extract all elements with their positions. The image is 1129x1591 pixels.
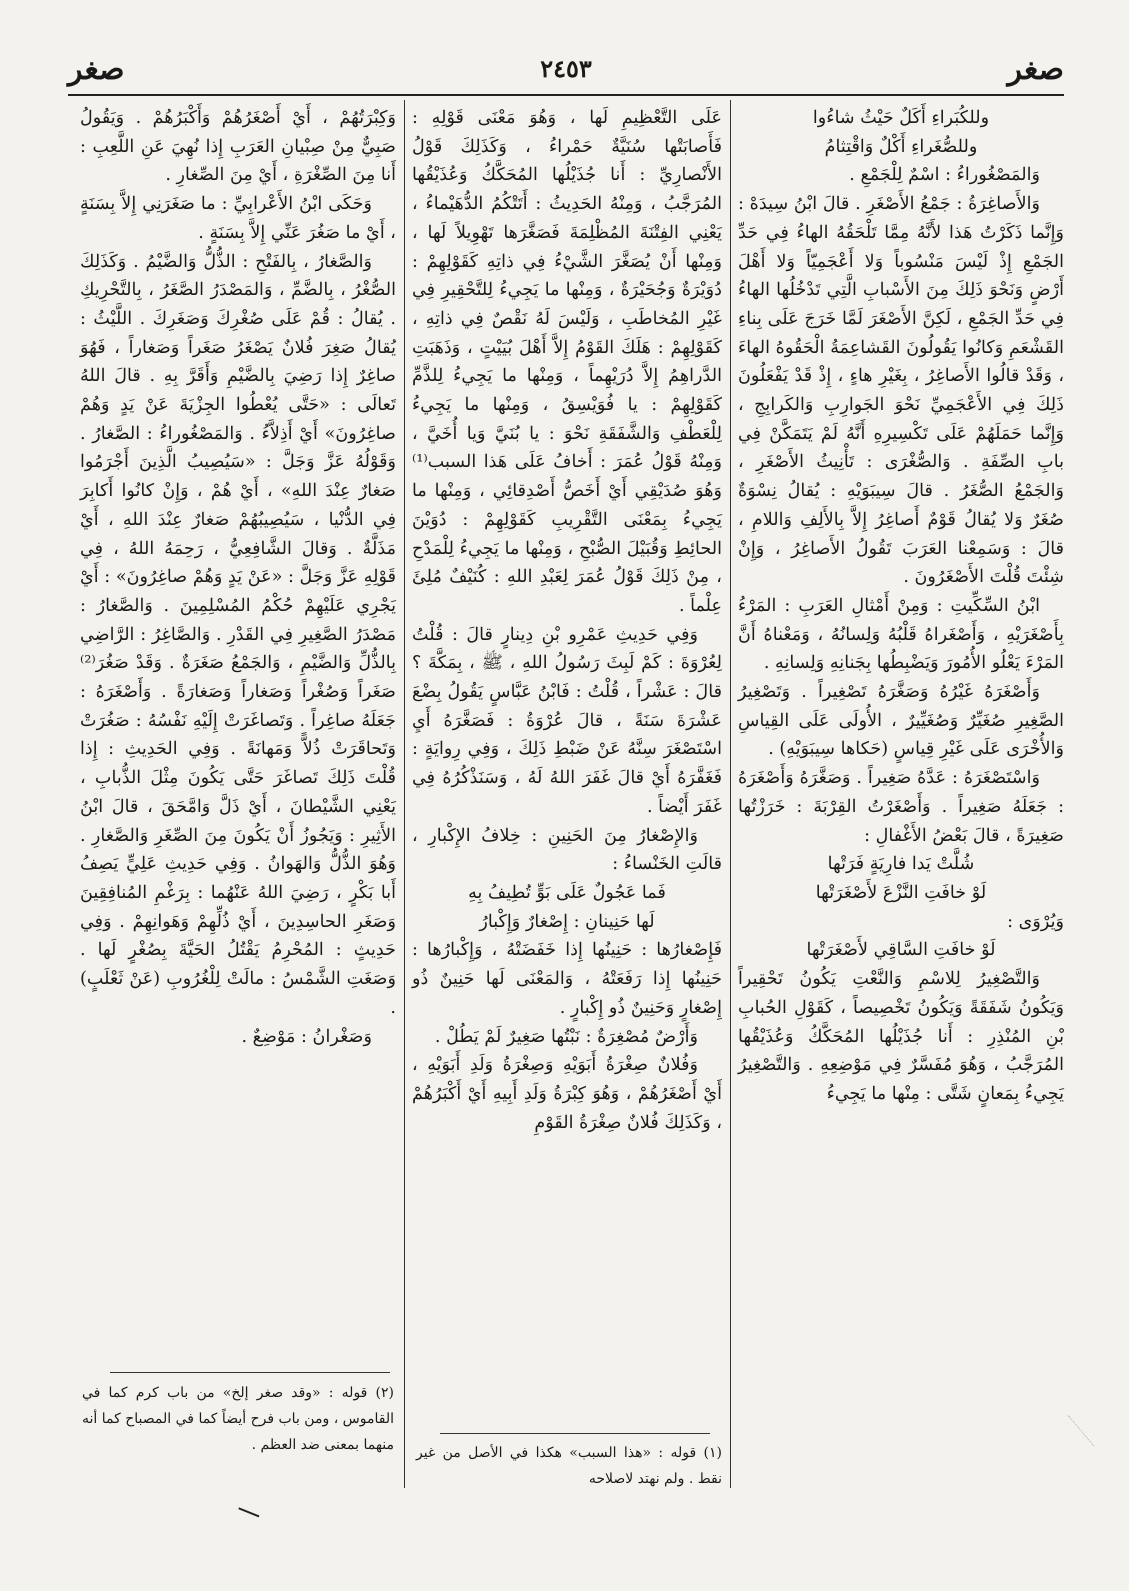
paragraph: وَالمَصْغُوراءُ : اسْمٌ لِلْجَمْعِ . bbox=[849, 165, 1040, 186]
paragraph: وَفُلانٌ صِغْرَةُ أَبَوَيْهِ وَصِغْرَةُ وَلَدِ أَبَوَيْهِ ، أَيْ أَصْغَرُهُمْ ، وَهُوَ كِبْرَةُ وَلَدِ أَبِيهِ أَيْ أَكْبَرُهُمْ ، وَكَذَلِكَ فُلانٌ صِغْرَةُ القَوْمِ bbox=[412, 1055, 722, 1133]
verse-line: وللكُبَراءِ أَكَلٌ حَيْثُ شاءُوا bbox=[812, 108, 990, 128]
header-rule bbox=[68, 94, 1064, 96]
verse-line: لَوْ خافَتِ النَّزْعَ لأَصْغَرَتْها bbox=[815, 882, 987, 903]
paragraph: وَكِبْرَتُهُمْ ، أَيْ أَصْغَرُهُمْ وَأَكْبَرُهُمْ . وَيَقُولُ صَبِيٌّ مِنْ صِبْيانِ العَرَبِ إِذا نُهِيَ عَنِ اللَّعِبِ : أَنا مِنَ الصِّغْرَةِ ، أَيْ مِنَ الصِّغارِ . bbox=[80, 108, 396, 186]
scan-stroke bbox=[235, 1507, 260, 1526]
running-headword-right: صغر bbox=[1007, 52, 1064, 87]
paragraph: وَفِي حَدِيثِ عَمْرِو بْنِ دِينارٍ قالَ : قُلْتُ لِعُرْوَةَ : كَمْ لَبِثَ رَسُولُ اللهِ ، ﷺ ، بِمَكَّةَ ؟ قالَ : عَشْراً ، قُلْتُ : فَابْنُ عَبَّاسٍ يَقُولُ بِضْعَ عَشْرَةَ سَنَةً ، قالَ عُرْوَةُ : فَصَغَّرَهُ أَيِ اسْتَصْغَرَ سِنَّهُ عَنْ ضَبْطِ ذَلِكَ ، وَفِي رِوايَةٍ : فَغَفَّرَهُ أَيْ قالَ غَفَرَ اللهُ لَهُ ، وَسَنَذْكُرُهُ فِي غَفَرَ أَيْضاً . bbox=[412, 624, 722, 817]
scan-artifact bbox=[1068, 1390, 1125, 1447]
column-left bbox=[80, 104, 396, 1051]
verse-line: وللصُّغَراءِ أَكْلٌ وَاقْتِثامُ bbox=[824, 136, 978, 157]
footnote-rule-left bbox=[110, 1372, 390, 1373]
column-divider-right bbox=[730, 100, 731, 1488]
footnote-rule-middle bbox=[440, 1433, 710, 1434]
paragraph: وَاسْتَصْغَرَهُ : عَدَّهُ صَغِيراً . وَصَغَّرَهُ وَأَصْغَرَهُ : جَعَلَهُ صَغِيراً . وَأَصْغَرْتُ القِرْبَةَ : خَرَزْتُها صَغِيرَةً ، قالَ بَعْضُ الأَغْفالِ : bbox=[738, 768, 1064, 846]
paragraph: وَالإِصْغارُ مِنَ الحَنِينِ : خِلافُ الإِكْبارِ ، قالَتِ الخَنْساءُ : bbox=[412, 825, 722, 875]
column-middle bbox=[412, 104, 722, 1137]
verse-line: لَها حَنِينانِ : إِصْغارٌ وَإِكْبارُ bbox=[479, 911, 655, 932]
page-number: ٢٤٥٣ bbox=[540, 54, 592, 83]
paragraph: وَأَصْغَرَهُ غَيْرُهُ وَصَغَّرَهُ تَصْغِيراً . وَتَصْغِيرُ الصَّغِيرِ صُغَيِّرٌ وَصُغَيِّيرٌ ، الأُولَى عَلَى القِياسِ وَالأُخْرَى عَلَى غَيْرِ قِياسٍ (حَكاها سِيبَوَيْهِ) . bbox=[738, 682, 1064, 760]
verse-line: شُلَّتْ يَدا فارِيَةٍ فَرَتْها bbox=[827, 854, 975, 875]
paragraph: فَإِصْغارُها : حَنِينُها إِذا خَفَضَتْهُ ، وَإِكْبارُها : حَنِينُها إِذا رَفَعَتْهُ ، وَالمَعْنَى لَها حَنِينٌ ذُو إِصْغارٍ وَحَنِينٌ ذُو إِكْبارٍ . bbox=[412, 940, 722, 1018]
verse-line: فَما عَجُولٌ عَلَى بَوٍّ تُطِيفُ بِهِ bbox=[468, 882, 666, 903]
column-divider-left bbox=[404, 100, 405, 1488]
paragraph: عَلَى التَّعْظِيمِ لَها ، وَهُوَ مَعْنَى قَوْلِهِ : فَأَصابَتْها سُنَيَّةٌ حَمْراءُ ، وَكَذَلِكَ قَوْلُ الأَنْصارِيِّ : أَنا جُذَيْلُها المُحَكَّكُ وَعُذَيْقُها المُرَجَّبُ ، وَمِنْهُ الحَدِيثُ : أَتَتْكُمُ الدُّهَيْماءُ ، يَعْنِي الفِتْنَةَ المُظْلِمَةَ فَصَغَّرَها تَهْوِيلاً لَها ، وَمِنْها أَنْ يُصَغَّرَ الشَّيْءُ فِي ذاتِهِ كَقَوْلِهِمْ : دُوَيْرَةٌ وَجُحَيْرَةٌ ، وَمِنْها ما يَجِيءُ لِلتَّحْقِيرِ فِي غَيْرِ المُخاطَبِ ، وَلَيْسَ لَهُ نَقْصٌ فِي ذاتِهِ ، كَقَوْلِهِمْ : هَلَكَ القَوْمُ إِلاَّ أَهْلَ بُيَيْتٍ ، وَذَهَبَتِ الدَّراهِمُ إِلاَّ دُرَيْهِماً ، وَمِنْها ما يَجِيءُ لِلذَّمِّ كَقَوْلِهِمْ : يا فُوَيْسِقُ ، وَمِنْها ما يَجِيءُ لِلْعَطْفِ وَالشَّفَقَةِ نَحْوَ : يا بُنَيَّ وَيا أُخَيَّ ، وَمِنْهُ قَوْلُ عُمَرَ : أَخافُ عَلَى هَذا السبب⁽¹⁾ وَهُوَ صُدَيْقِي أَيْ أَخَصُّ أَصْدِقائِي ، وَمِنْها ما يَجِيءُ بِمَعْنَى التَّقْرِيبِ كَقَوْلِهِمْ : دُوَيْنَ الحائِطِ وَقُبَيْلَ الصُّبْحِ ، وَمِنْها ما يَجِيءُ لِلْمَدْحِ ، مِنْ ذَلِكَ قَوْلُ عُمَرَ لِعَبْدِ اللهِ : كُنَيْفٌ مُلِئَ عِلْماً . bbox=[412, 108, 722, 616]
column-right bbox=[738, 104, 1064, 1109]
paragraph: وَيُرْوَى : bbox=[1007, 911, 1064, 932]
paragraph: وَالصَّغارُ ، بِالفَتْحِ : الذُّلُّ وَالضَّيْمُ . وَكَذَلِكَ الصُّغْرُ ، بِالضَّمِّ ، وَالمَصْدَرُ الصَّغَرُ ، بِالتَّحْرِيكِ . يُقالُ : قُمْ عَلَى صُغْرِكَ وَصَغَرِكَ . اللَّيْثُ : يُقالُ صَغِرَ فُلانٌ يَصْغَرُ صَغَراً وَصَغاراً ، فَهُوَ صاغِرٌ إِذا رَضِيَ بِالضَّيْمِ وَأَقَرَّ بِهِ . قالَ اللهُ تَعالَى : «حَتَّى يُعْطُوا الجِزْيَةَ عَنْ يَدٍ وَهُمْ صاغِرُونَ» أَيْ أَذِلاَّءُ . وَالمَصْغُوراءُ : الصَّغارُ . وَقَوْلُهُ عَزَّ وَجَلَّ : «سَيُصِيبُ الَّذِينَ أَجْرَمُوا صَغارٌ عِنْدَ اللهِ» ، أَيْ هُمْ ، وَإِنْ كانُوا أَكابِرَ فِي الدُّنْيا ، سَيُصِيبُهُمْ صَغارٌ عِنْدَ اللهِ ، أَيْ مَذَلَّةٌ . وَقالَ الشَّافِعِيُّ ، رَحِمَهُ اللهُ ، فِي قَوْلِهِ عَزَّ وَجَلَّ : «عَنْ يَدٍ وَهُمْ صاغِرُونَ» : أَيْ يَجْرِي عَلَيْهِمْ حُكْمُ المُسْلِمِينَ . وَالصَّغارُ : مَصْدَرُ الصَّغِيرِ فِي القَدْرِ . وَالصَّاغِرُ : الرَّاضِي بِالذُّلِّ وَالضَّيْمِ ، وَالجَمْعُ صَغَرَةٌ . وَقَدْ صَغُرَ⁽²⁾ صَغَراً وَصُغْراً وَصَغاراً وَصَغارَةً . وَأَصْغَرَهُ : جَعَلَهُ صاغِراً . وَتَصاغَرَتْ إِلَيْهِ نَفْسُهُ : صَغُرَتْ وَتَحاقَرَتْ ذُلاًّ وَمَهانَةً . وَفِي الحَدِيثِ : إِذا قُلْتَ ذَلِكَ تَصاغَرَ حَتَّى يَكُونَ مِثْلَ الذُّبابِ ، يَعْنِي الشَّيْطانَ ، أَيْ ذَلَّ وَامَّحَقَ ، قالَ ابْنُ الأَثِيرِ : وَيَجُوزُ أَنْ يَكُونَ مِنَ الصِّغَرِ وَالصَّغارِ . وَهُوَ الذُّلُّ وَالهَوانُ . وَفِي حَدِيثِ عَلِيٍّ يَصِفُ أَبا بَكْرٍ ، رَضِيَ اللهُ عَنْهُما : بِرَغْمِ المُنافِقِينَ وَصَغَرِ الحاسِدِينَ ، أَيْ ذُلِّهِمْ وَهَوانِهِمْ . وَفِي حَدِيثٍ : المُحْرِمُ يَقْتُلُ الحَيَّةَ بِصُغْرٍ لَها . وَصَغَتِ الشَّمْسُ : مالَتْ لِلْغُرُوبِ (عَنْ ثَعْلَبٍ) . bbox=[80, 251, 396, 1018]
paragraph: وَأَرْضٌ مُصْغِرَةٌ : نَبْتُها صَغِيرٌ لَمْ يَطُلْ . bbox=[434, 1026, 698, 1047]
footnote-middle: (١) قوله : «هذا السبب» هكذا في الأصل من غير نقط . ولم نهتد لاصلاحه bbox=[416, 1445, 722, 1487]
paragraph: وَالأَصاغِرَةُ : جَمْعُ الأَصْغَرِ . قالَ ابْنُ سِيدَهْ : وَإِنَّما ذَكَرْتُ هَذا لأَنَّهُ مِمَّا تَلْحَقُهُ الهاءُ فِي حَدِّ الجَمْعِ إِذْ لَيْسَ مَنْسُوباً وَلا أَعْجَمِيّاً وَلا أَهْلَ أَرْضٍ وَنَحْوَ ذَلِكَ مِنَ الأَسْبابِ الَّتِي تَدْخُلُها الهاءُ فِي حَدِّ الجَمْعِ ، لَكِنَّ الأَصْغَرَ لَمَّا خَرَجَ عَلَى بِناءِ القَشْعَمِ وَكانُوا يَقُولُونَ القَشاعِمَةُ الْحَقُوهُ الهاءَ ، وَقَدْ قالُوا الأَصاغِرُ ، بِغَيْرِ هاءٍ ، إِذْ قَدْ يَفْعَلُونَ ذَلِكَ فِي الأَعْجَمِيِّ نَحْوَ الجَوارِبِ وَالكَرابِجِ ، وَإِنَّما حَمَلَهُمْ عَلَى تَكْسِيرِهِ أَنَّهُ لَمْ يَتَمَكَّنْ فِي بابِ الصِّفَةِ . وَالصُّغْرَى : تَأْنِيثُ الأَصْغَرِ ، وَالجَمْعُ الصُّغَرُ . قالَ سِيبَوَيْهِ : يُقالُ نِسْوَةٌ صُغَرٌ وَلا يُقالُ قَوْمٌ أَصاغِرُ إِلاَّ بِالأَلِفِ وَاللامِ ، قالَ : وَسَمِعْنا العَرَبَ تَقُولُ الأَصاغِرُ ، وَإِنْ شِئْتَ قُلْتَ الأَصْغَرُونَ . bbox=[738, 194, 1064, 588]
paragraph: وَحَكَى ابْنُ الأَعْرابِيِّ : ما صَغَرَنِي إِلاَّ بِسَنَةٍ ، أَيْ ما صَغُرَ عَنِّي إِلاَّ بِسَنَةٍ . bbox=[80, 194, 396, 243]
footnote-left: (٢) قوله : «وقد صغر إلخ» من باب كرم كما في القاموس ، ومن باب فرح أيضاً كما في المصباح كما أنه منهما بمعنى ضد العظم . bbox=[82, 1385, 394, 1453]
running-headword-left: صغر bbox=[68, 52, 125, 87]
paragraph: وَصَغْرانُ : مَوْضِعٌ . bbox=[241, 1026, 372, 1047]
verse-line: لَوْ خافَتِ السَّاقِي لأَصْغَرَتْها bbox=[806, 940, 996, 961]
page-header bbox=[68, 48, 1064, 92]
paragraph: ابْنُ السِّكِّيتِ : وَمِنْ أَمْثالِ العَرَبِ : المَرْءُ بِأَصْغَرَيْهِ ، وَأَصْغَراهُ قَلْبُهُ وَلِسانُهُ ، وَمَعْناهُ أَنَّ المَرْءَ يَعْلُو الأُمُورَ وَيَضْبِطُها بِجَنانِهِ وَلِسانِهِ . bbox=[738, 595, 1064, 674]
paragraph: وَالتَّصْغِيرُ لِلاسْمِ وَالنَّعْتِ يَكُونُ تَحْقِيراً وَيَكُونُ شَفَقَةً وَيَكُونُ تَخْصِيصاً ، كَقَوْلِ الحُبابِ بْنِ المُنْذِرِ : أَنا جُذَيْلُها المُحَكَّكُ وَعُذَيْقُها المُرَجَّبُ ، وَهُوَ مُفَسَّرٌ فِي مَوْضِعِهِ . وَالتَّصْغِيرُ يَجِيءُ بِمَعانٍ شَتَّى : مِنْها ما يَجِيءُ bbox=[738, 969, 1064, 1104]
